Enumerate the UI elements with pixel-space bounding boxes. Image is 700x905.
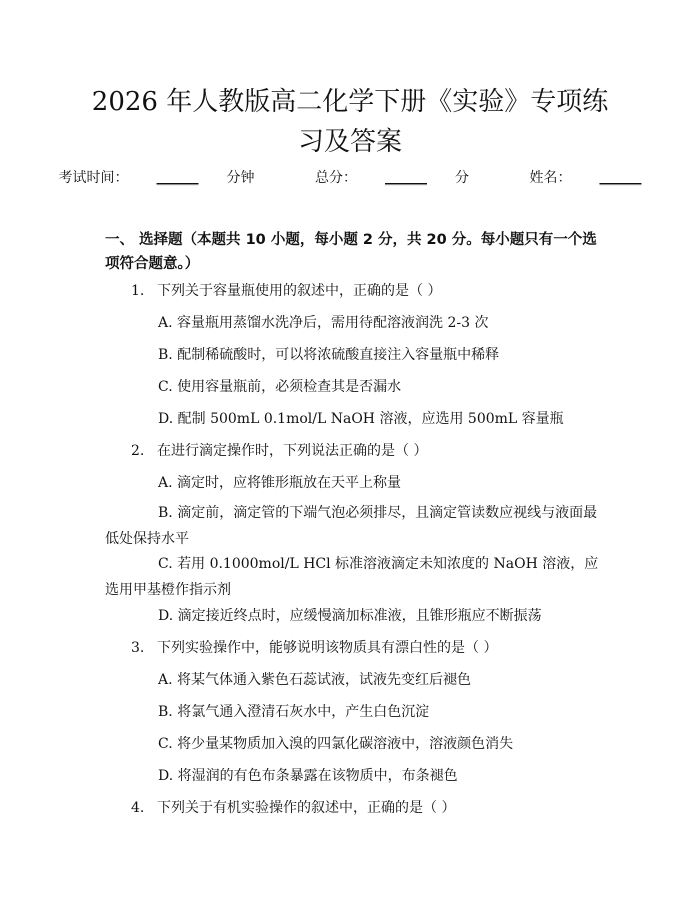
question-text: 下列关于有机实验操作的叙述中，正确的是（ ） [157,800,456,816]
question-2-option-c [105,551,600,603]
student-name-label: 姓名： [529,170,572,186]
question-1-option-a: A. 容量瓶用蒸馏水洗净后，需用待配溶液润洗 2-3 次 [158,315,489,331]
question-1-option-d: D. 配制 500mL 0.1mol/L NaOH 溶液，应选用 500mL 容量瓶 [158,411,564,427]
question-3-option-a: A. 将某气体通入紫色石蕊试液，试液先变红后褪色 [158,672,472,688]
student-name-field [515,168,655,188]
section-heading: 一、 选择题（本题共 10 小题，每小题 2 分，共 20 分。每小题只有一个选项符合题意。） [105,232,597,272]
question-2 [131,441,601,461]
total-score-unit: 分 [455,170,469,186]
option-text: C. 若用 0.1000mol/L HCl 标准溶液滴定未知浓度的 NaOH 溶液，应选用甲基橙作指示剂 [105,556,599,598]
question-text: 下列实验操作中，能够说明该物质具有漂白性的是（ ） [157,640,498,656]
question-number: 2. [131,443,145,459]
total-score-field [301,168,483,188]
total-score-label: 总分： [315,170,357,186]
page-title: 2026 年人教版高二化学下册《实验》专项练习及答案 [91,87,609,157]
student-name-blank: ______ [599,170,642,186]
exam-time-field [45,168,269,188]
question-3-option-c: C. 将少量某物质加入溴的四氯化碳溶液中，溶液颜色消失 [158,736,514,752]
question-4 [131,798,601,818]
question-3 [131,638,601,658]
question-3-option-d: D. 将湿润的有色布条暴露在该物质中，布条褪色 [158,768,458,784]
question-number: 4. [131,800,145,816]
question-text: 在进行滴定操作时，下列说法正确的是（ ） [157,443,428,459]
exam-time-blank: ______ [156,170,199,186]
question-1-option-b: B. 配制稀硫酸时，可以将浓硫酸直接注入容量瓶中稀释 [158,347,500,363]
question-1-option-c: C. 使用容量瓶前，必须检查其是否漏水 [158,379,402,395]
total-score-blank: ______ [385,170,427,186]
question-2-option-a: A. 滴定时，应将锥形瓶放在天平上称量 [158,475,402,491]
question-2-option-d: D. 滴定接近终点时，应缓慢滴加标准液，且锥形瓶应不断振荡 [158,608,542,624]
question-text: 下列关于容量瓶使用的叙述中，正确的是（ ） [157,283,442,299]
question-2-option-b [105,500,600,552]
exam-time-label: 考试时间： [58,170,129,186]
question-3-option-b: B. 将氯气通入澄清石灰水中，产生白色沉淀 [158,704,430,720]
exam-info-line [0,168,700,188]
question-1 [131,281,601,301]
exam-time-unit: 分钟 [226,170,255,186]
option-text: B. 滴定前，滴定管的下端气泡必须排尽，且滴定管读数应视线与液面最低处保持水平 [105,505,598,547]
question-number: 3. [131,640,145,656]
question-number: 1. [131,283,145,299]
